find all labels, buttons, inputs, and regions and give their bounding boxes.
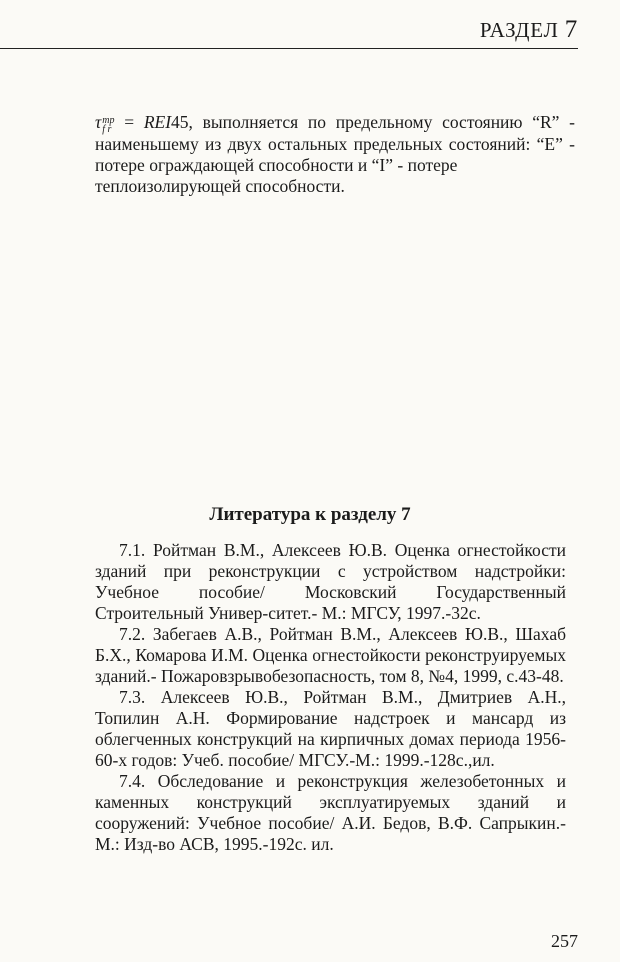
reference-item: 7.4. Обследование и реконструкция железобетонных и каменных конструкций эксплуатируемых зданий и сооружений: Учебное пособие/ А.И. Бедов, В.Ф. Сапрыкин.-М.: Изд-во АСВ, 1995.-192с. ил. <box>95 771 566 854</box>
reference-item: 7.2. Забегаев А.В., Ройтман В.М., Алексеев Ю.В., Шахаб Б.Х., Комарова И.М. Оценка огнестойкости реконструируемых зданий.- Пожаровзрывобезопасность, том 8, №4, 1999, с.43-48. <box>95 624 566 686</box>
equals-sign: = <box>114 112 144 132</box>
rei-value: REI <box>143 112 172 132</box>
tau-symbol: τ <box>95 112 102 132</box>
page-number: 257 <box>551 931 578 951</box>
reference-list <box>95 540 566 855</box>
tau-indices <box>102 116 114 134</box>
formula-text: , выполняется по предельному состоянию “R” - наименьшему из двух остальных предельных состояний: “E” - потере ограждающей способности и “I” - потере <box>95 112 575 175</box>
tau-subscript: f r <box>102 124 112 135</box>
formula-paragraph <box>95 112 575 197</box>
section-label: РАЗДЕЛ <box>479 18 559 42</box>
formula-text-end: теплоизолирующей способности. <box>95 176 345 196</box>
reference-item: 7.1. Ройтман В.М., Алексеев Ю.В. Оценка огнестойкости зданий при реконструкции с устройством надстройки: Учебное пособие/ Московский Государственный Строительный Универ-ситет.- М.: МГСУ, 1997.-32с. <box>95 540 566 623</box>
section-number: 7 <box>564 16 578 43</box>
reference-item: 7.3. Алексеев Ю.В., Ройтман В.М., Дмитриев А.Н., Топилин А.Н. Формирование надстроек и мансард из облегченных конструкций на кирпичных домах периода 1956-60-х годов: Учеб. пособие/ МГСУ.-М.: 1999.-128с.,ил. <box>95 687 566 770</box>
rei-number: 45 <box>171 112 189 132</box>
running-header <box>0 10 578 49</box>
literature-heading: Литература к разделу 7 <box>209 504 411 525</box>
section-header <box>480 16 578 44</box>
tau-superscript: тр <box>102 115 115 126</box>
